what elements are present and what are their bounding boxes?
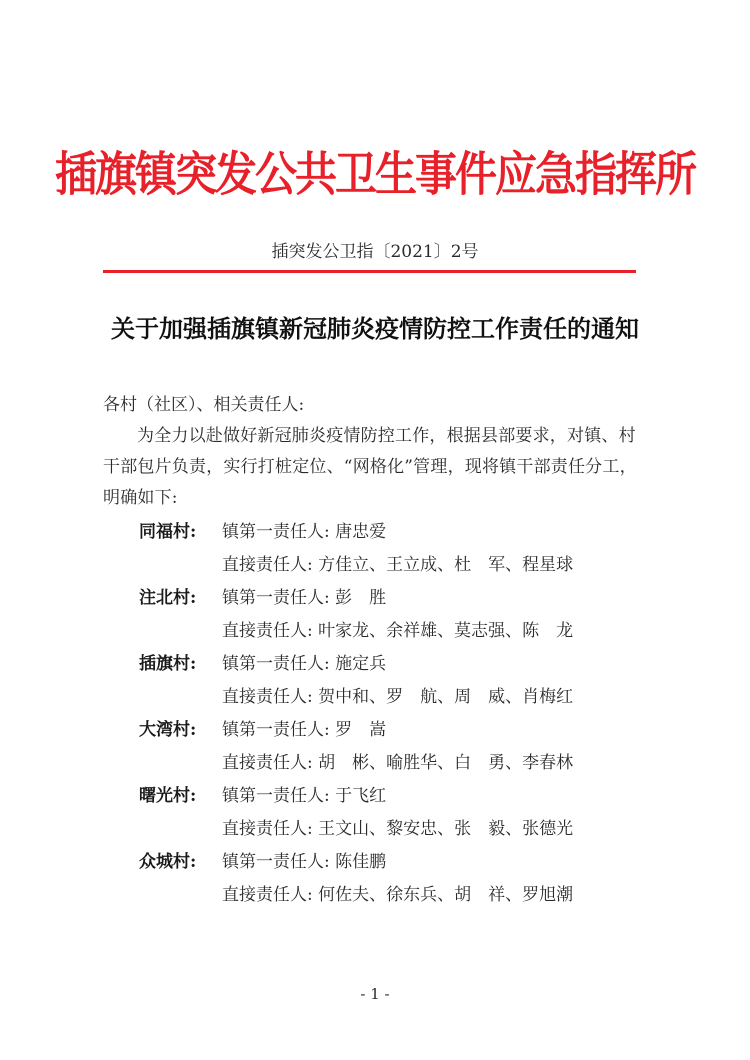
village-row-direct xyxy=(0,747,750,780)
direct-responsible: 直接责任人: 叶家龙、余祥雄、莫志强、陈 龙 xyxy=(222,621,574,641)
village-assignment-list xyxy=(0,516,750,912)
direct-responsible: 直接责任人: 何佐夫、徐东兵、胡 祥、罗旭潮 xyxy=(222,885,574,905)
village-name: 曙光村: xyxy=(139,786,197,806)
village-row-direct xyxy=(0,549,750,582)
village-row-first xyxy=(0,648,750,681)
first-responsible: 镇第一责任人: 罗 嵩 xyxy=(222,720,387,740)
first-responsible: 镇第一责任人: 施定兵 xyxy=(222,654,387,674)
direct-responsible: 直接责任人: 王文山、黎安忠、张 毅、张德光 xyxy=(222,819,574,839)
village-row-first xyxy=(0,516,750,549)
village-row-first xyxy=(0,714,750,747)
village-name: 众城村: xyxy=(139,852,197,872)
first-responsible: 镇第一责任人: 唐忠爱 xyxy=(222,522,387,542)
village-name: 注北村: xyxy=(139,588,197,608)
issuer-masthead: 插旗镇突发公共卫生事件应急指挥所 xyxy=(54,147,695,202)
document-number: 插突发公卫指〔2021〕2号 xyxy=(271,242,479,262)
village-row-direct xyxy=(0,813,750,846)
village-name: 插旗村: xyxy=(139,654,197,674)
intro-paragraph: 为全力以赴做好新冠肺炎疫情防控工作，根据县部要求，对镇、村干部包片负责，实行打桩定位、“网格化”管理，现将镇干部责任分工，明确如下: xyxy=(103,426,637,508)
village-row-direct xyxy=(0,681,750,714)
notice-title: 关于加强插旗镇新冠肺炎疫情防控工作责任的通知 xyxy=(111,314,639,343)
village-row-direct xyxy=(0,615,750,648)
direct-responsible: 直接责任人: 贺中和、罗 航、周 威、肖梅红 xyxy=(222,687,574,707)
village-row-first xyxy=(0,582,750,615)
first-responsible: 镇第一责任人: 陈佳鹏 xyxy=(222,852,387,872)
salutation: 各村（社区）、相关责任人: xyxy=(103,395,305,415)
red-divider-line xyxy=(103,270,636,273)
page-number: - 1 - xyxy=(360,985,390,1003)
first-responsible: 镇第一责任人: 于飞红 xyxy=(222,786,387,806)
village-row-first xyxy=(0,846,750,879)
village-row-direct xyxy=(0,879,750,912)
direct-responsible: 直接责任人: 方佳立、王立成、杜 军、程星球 xyxy=(222,555,574,575)
direct-responsible: 直接责任人: 胡 彬、喻胜华、白 勇、李春林 xyxy=(222,753,574,773)
first-responsible: 镇第一责任人: 彭 胜 xyxy=(222,588,387,608)
village-name: 同福村: xyxy=(139,522,197,542)
village-row-first xyxy=(0,780,750,813)
village-name: 大湾村: xyxy=(139,720,197,740)
